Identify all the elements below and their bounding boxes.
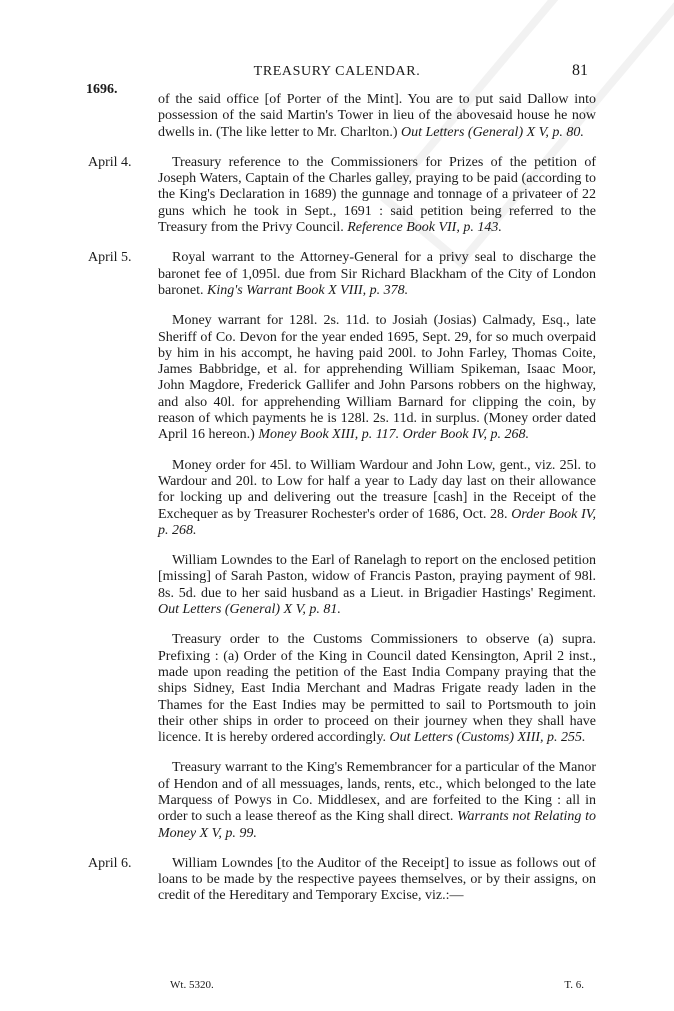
page-number: 81 <box>572 62 588 79</box>
entry-reference: Out Letters (Customs) XIII, p. 255. <box>389 730 586 746</box>
entry-text <box>158 632 596 746</box>
entry-text <box>158 155 596 236</box>
entry-body: Treasury warrant to the King's Remembrancer for a particular of the Manor of Hendon and of all messuages, lands, rents, etc., which belonged to the late Marquess of Powys in Co. Middlesex, and are forfeited to the King : all in order to such a lease thereof as the King shall direct. <box>158 760 596 825</box>
margin-year: 1696. <box>86 82 118 97</box>
entry-reference: King's Warrant Book X VIII, p. 378. <box>206 282 409 298</box>
page-footer <box>0 979 674 995</box>
calendar-entry <box>0 760 674 841</box>
entry-text <box>158 458 596 539</box>
calendar-entry <box>0 313 674 443</box>
footer-print-code: Wt. 5320. <box>170 979 214 991</box>
entry-reference: Out Letters (General) X V, p. 81. <box>158 602 341 618</box>
calendar-entry <box>0 856 674 905</box>
running-title: TREASURY CALENDAR. <box>253 64 421 79</box>
entry-reference: Order Book IV, p. 268. <box>158 506 596 538</box>
calendar-entry <box>0 92 674 141</box>
entry-body: William Lowndes to the Earl of Ranelagh to report on the enclosed petition [missing] of Sarah Paston, widow of Francis Paston, praying payment of 98l. 8s. 5d. due to her said husband as a Lieut. in Brigadier Hastings' Regiment. <box>158 553 596 601</box>
entry-reference: Money Book XIII, p. 117. Order Book IV, p. 268. <box>258 427 530 443</box>
entry-text <box>158 92 596 141</box>
entry-body: of the said office [of Porter of the Mint]. You are to put said Dallow into possession of the said Martin's Tower in lieu of the abovesaid house he now dwells in. (The like letter to Mr. Charlton.) <box>158 92 596 140</box>
entry-text <box>158 250 596 299</box>
entry-text <box>158 313 596 443</box>
entry-date: April 6. <box>88 855 132 871</box>
entry-body: Money order for 45l. to William Wardour and John Low, gent., viz. 25l. to Wardour and 20l. to Low for half a year to Lady day last on their allowance for locking up and delivering out the treasure [cash] in the Receipt of the Exchequer as by Treasurer Rochester's order of 1686, Oct. 28. <box>158 457 596 522</box>
calendar-entry <box>0 553 674 618</box>
entry-text <box>158 553 596 618</box>
entry-text <box>158 856 596 905</box>
entry-reference: Warrants not Relating to Money X V, p. 99. <box>158 809 596 841</box>
footer-signature-mark: T. 6. <box>564 979 584 991</box>
entry-date: April 5. <box>88 250 132 266</box>
entry-body: William Lowndes [to the Auditor of the Receipt] to issue as follows out of loans to be made by the respective payees themselves, or by their assigns, on credit of the Hereditary and Temporary Excise, viz.:— <box>158 855 596 904</box>
calendar-entries <box>0 92 674 919</box>
entry-body: Royal warrant to the Attorney-General for a privy seal to discharge the baronet fee of 1,095l. due from Sir Richard Blackham of the City of London baronet. <box>158 250 596 298</box>
entry-body: Money warrant for 128l. 2s. 11d. to Josiah (Josias) Calmady, Esq., late Sheriff of Co. Devon for the year ended 1695, Sept. 29, for so much overpaid by him in his accompt, he having paid 200l. to John Farley, Thomas Coite, James Babbridge, et al. for apprehending William Spikeman, Isaac Moor, John Magdore, Frederick Gallifer and John Parsons robbers on the highway, and also 40l. for apprehending William Barnard for clipping the coin, by reason of which payments he is 128l. 2s. 11d. in surplus. (Money order dated April 16 hereon.) <box>158 313 596 443</box>
entry-date: April 4. <box>88 154 132 170</box>
calendar-entry <box>0 632 674 746</box>
calendar-entry <box>0 458 674 539</box>
entry-reference: Out Letters (General) X V, p. 80. <box>401 124 584 140</box>
entry-body: Treasury order to the Customs Commissioners to observe (a) supra. Prefixing : (a) Order of the King in Council dated Kensington, April 2 inst., made upon reading the petition of the East India Company praying that the ships Sidney, East India Merchant and Madras Frigate ready laden in the Thames for the East Indies may be permitted to sail to Portsmouth to join their other ships in order to proceed on their journey when they shall have licence. It is hereby ordered accordingly. <box>158 632 596 746</box>
entry-body: Treasury reference to the Commissioners for Prizes of the petition of Joseph Waters, Captain of the Charles galley, praying to be paid (according to the King's Declaration in 1689) the gunnage and tonnage of a privateer of 22 guns which he took in Sept., 1691 : said petition being referred to the Treasury from the Privy Council. <box>158 154 596 236</box>
running-header <box>0 62 674 84</box>
calendar-entry <box>0 155 674 236</box>
calendar-entry <box>0 250 674 299</box>
entry-reference: Reference Book VII, p. 143. <box>347 220 502 236</box>
entry-text <box>158 760 596 841</box>
